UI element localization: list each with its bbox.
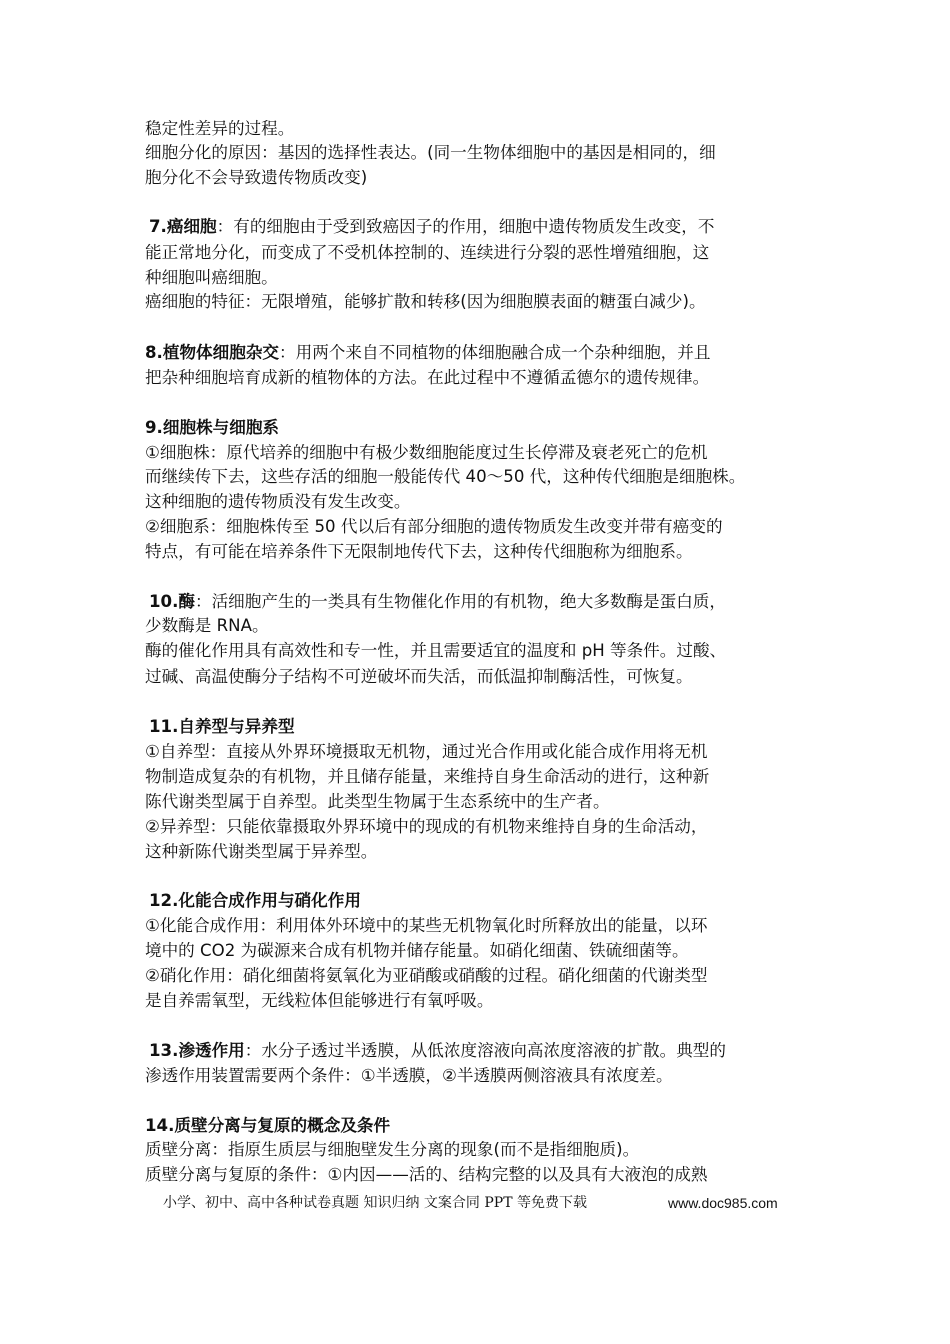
section-14-heading: 14.质壁分离与复原的概念及条件 — [145, 1116, 391, 1135]
text-line: 种细胞叫癌细胞。 — [145, 268, 278, 287]
text-line: 胞分化不会导致遗传物质改变) — [145, 168, 368, 187]
section-10-heading: 10.酶 — [149, 592, 195, 611]
footer-website-link[interactable]: www.doc985.com — [668, 1195, 778, 1211]
text-line: ②硝化作用：硝化细菌将氨氧化为亚硝酸或硝酸的过程。硝化细菌的代谢类型 — [145, 966, 708, 985]
text-line: 把杂种细胞培育成新的植物体的方法。在此过程中不遵循孟德尔的遗传规律。 — [145, 368, 710, 387]
text-line: 质壁分离：指原生质层与细胞壁发生分离的现象(而不是指细胞质)。 — [145, 1140, 640, 1159]
text-line: 陈代谢类型属于自养型。此类型生物属于生态系统中的生产者。 — [145, 792, 610, 811]
text-line: 这种细胞的遗传物质没有发生改变。 — [145, 492, 411, 511]
text-line: 稳定性差异的过程。 — [145, 119, 295, 138]
section-11-heading: 11.自养型与异养型 — [149, 717, 295, 736]
section-13 — [149, 1039, 726, 1063]
text-line: 少数酶是 RNA。 — [145, 616, 269, 635]
section-10-text: ：活细胞产生的一类具有生物催化作用的有机物，绝大多数酶是蛋白质， — [195, 592, 726, 611]
section-10 — [149, 590, 726, 614]
section-12-heading: 12.化能合成作用与硝化作用 — [149, 891, 361, 910]
text-line: 这种新陈代谢类型属于异养型。 — [145, 842, 378, 861]
text-line: 过碱、高温使酶分子结构不可逆破坏而失活，而低温抑制酶活性，可恢复。 — [145, 667, 693, 686]
section-9-heading: 9.细胞株与细胞系 — [145, 418, 280, 437]
section-7-heading: 7.癌细胞 — [149, 217, 217, 236]
text-line: ②细胞系：细胞株传至 50 代以后有部分细胞的遗传物质发生改变并带有癌变的 — [145, 517, 723, 536]
section-8 — [145, 341, 710, 365]
text-line: 特点，有可能在培养条件下无限制地传代下去，这种传代细胞称为细胞系。 — [145, 542, 693, 561]
footer-text: 小学、初中、高中各种试卷真题 知识归纳 文案合同 PPT 等免费下载 — [163, 1195, 587, 1211]
text-line: 酶的催化作用具有高效性和专一性，并且需要适宜的温度和 pH 等条件。过酸、 — [145, 641, 727, 660]
text-line: 物制造成复杂的有机物，并且储存能量，来维持自身生命活动的进行，这种新 — [145, 767, 710, 786]
section-13-text: ：水分子透过半透膜，从低浓度溶液向高浓度溶液的扩散。典型的 — [244, 1041, 726, 1060]
text-line: 而继续传下去，这些存活的细胞一般能传代 40～50 代，这种传代细胞是细胞株。 — [145, 467, 746, 486]
text-line: 渗透作用装置需要两个条件：①半透膜，②半透膜两侧溶液具有浓度差。 — [145, 1066, 673, 1085]
text-line: ①细胞株：原代培养的细胞中有极少数细胞能度过生长停滞及衰老死亡的危机 — [145, 443, 708, 462]
text-line: 癌细胞的特征：无限增殖，能够扩散和转移(因为细胞膜表面的糖蛋白减少)。 — [145, 292, 706, 311]
section-8-text: ：用两个来自不同植物的体细胞融合成一个杂种细胞，并且 — [279, 343, 711, 362]
text-line: 质壁分离与复原的条件：①内因——活的、结构完整的以及具有大液泡的成熟 — [145, 1165, 708, 1184]
text-line: 境中的 CO2 为碳源来合成有机物并储存能量。如硝化细菌、铁硫细菌等。 — [145, 941, 689, 960]
page-footer — [0, 1191, 950, 1215]
section-7 — [149, 215, 714, 239]
text-line: 细胞分化的原因：基因的选择性表达。(同一生物体细胞中的基因是相同的，细 — [145, 143, 716, 162]
text-line: ②异养型：只能依靠摄取外界环境中的现成的有机物来维持自身的生命活动， — [145, 817, 708, 836]
section-7-text: ：有的细胞由于受到致癌因子的作用，细胞中遗传物质发生改变，不 — [216, 217, 715, 236]
text-line: ①自养型：直接从外界环境摄取无机物，通过光合作用或化能合成作用将无机 — [145, 742, 708, 761]
text-line: 能正常地分化，而变成了不受机体控制的、连续进行分裂的恶性增殖细胞，这 — [145, 243, 710, 262]
text-line: 是自养需氧型，无线粒体但能够进行有氧呼吸。 — [145, 991, 494, 1010]
section-13-heading: 13.渗透作用 — [149, 1041, 245, 1060]
section-8-heading: 8.植物体细胞杂交 — [145, 343, 280, 362]
text-line: ①化能合成作用：利用体外环境中的某些无机物氧化时所释放出的能量，以环 — [145, 916, 708, 935]
